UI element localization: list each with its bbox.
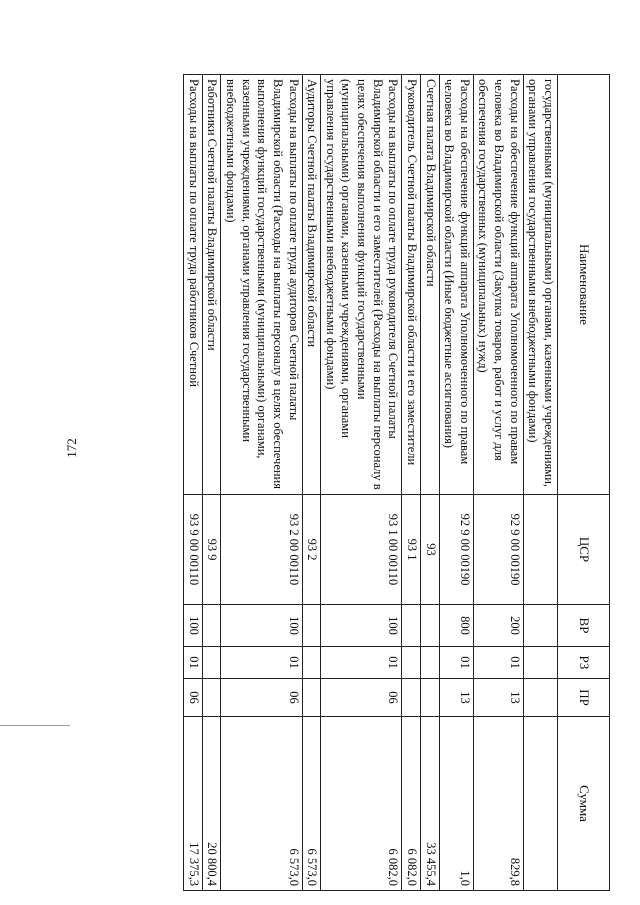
- cell-pr: 06: [321, 679, 402, 717]
- cell-rz: [523, 647, 557, 679]
- page-number: 172: [64, 438, 79, 458]
- cell-name: государственными (муниципальными) органами, казенными учреждениями, органами управления государственными внебюджетными фондами): [523, 75, 557, 495]
- cell-name: Расходы на выплаты по оплате труда аудиторов Счетной палаты Владимирской области (Расходы на выплаты персоналу в целях обеспечения выполнения функций государственными (муниципальными) органами, казенными учреждениями, органами управления государственными внебюджетными фондами): [221, 75, 302, 495]
- budget-table-container: [120, 74, 610, 890]
- cell-name: Расходы на выплаты по оплате труда руководителя Счетной палаты Владимирской области и его заместителей (Расходы на выплаты персоналу в целях обеспечения выполнения функций государственными (муниципальными) органами, казенными учреждениями, органами управления государственными внебюджетными фондами): [321, 75, 402, 495]
- cell-rz: 01: [439, 647, 473, 679]
- cell-pr: [202, 679, 221, 717]
- budget-table: [183, 74, 610, 891]
- table-row: [523, 75, 557, 891]
- cell-rz: 01: [221, 647, 302, 679]
- cell-pr: [421, 679, 440, 717]
- cell-vr: [302, 605, 321, 647]
- cell-csr: 93 9 00 00110: [184, 495, 203, 605]
- cell-csr: [523, 495, 557, 605]
- cell-pr: 06: [184, 679, 203, 717]
- cell-rz: 01: [321, 647, 402, 679]
- cell-name: Аудиторы Счетной палаты Владимирской области: [302, 75, 321, 495]
- cell-vr: [421, 605, 440, 647]
- cell-rz: 01: [184, 647, 203, 679]
- cell-sum: 1,0: [439, 717, 473, 891]
- header-name: Наименование: [558, 75, 610, 495]
- cell-pr: 13: [439, 679, 473, 717]
- table-row: [439, 75, 473, 891]
- cell-sum: 829,8: [473, 717, 523, 891]
- cell-pr: [523, 679, 557, 717]
- header-pr: ПР: [558, 679, 610, 717]
- cell-sum: 6 573,0: [302, 717, 321, 891]
- table-body: [184, 75, 558, 891]
- cell-sum: 17 375,3: [184, 717, 203, 891]
- table-row: [184, 75, 203, 891]
- cell-csr: 93 1: [402, 495, 421, 605]
- cell-rz: [202, 647, 221, 679]
- cell-vr: 200: [473, 605, 523, 647]
- cell-pr: 06: [221, 679, 302, 717]
- header-csr: ЦСР: [558, 495, 610, 605]
- table-row: [302, 75, 321, 891]
- table-header-row: [558, 75, 610, 891]
- cell-csr: 92 9 00 00190: [439, 495, 473, 605]
- cell-csr: 93 2 00 00110: [221, 495, 302, 605]
- cell-pr: [302, 679, 321, 717]
- cell-name: Расходы на выплаты по оплате труда работников Счетной: [184, 75, 203, 495]
- cell-name: Расходы на обеспечение функций аппарата Уполномоченного по правам человека во Владимирской области (Закупка товаров, работ и услуг для обеспечения государственных (муниципальных) нужд): [473, 75, 523, 495]
- table-row: [421, 75, 440, 891]
- table-row: [402, 75, 421, 891]
- cell-pr: 13: [473, 679, 523, 717]
- cell-rz: 01: [473, 647, 523, 679]
- cell-rz: [421, 647, 440, 679]
- cell-vr: [402, 605, 421, 647]
- margin-divider: [0, 725, 70, 726]
- table-row: [202, 75, 221, 891]
- cell-pr: [402, 679, 421, 717]
- cell-sum: 33 455,4: [421, 717, 440, 891]
- cell-sum: [523, 717, 557, 891]
- cell-csr: 92 9 00 00190: [473, 495, 523, 605]
- table-row: [473, 75, 523, 891]
- cell-rz: [402, 647, 421, 679]
- cell-name: Расходы на обеспечение функций аппарата Уполномоченного по правам человека во Владимирской области (Иные бюджетные ассигнования): [439, 75, 473, 495]
- cell-sum: 6 082,0: [321, 717, 402, 891]
- header-rz: РЗ: [558, 647, 610, 679]
- cell-sum: 6 082,0: [402, 717, 421, 891]
- cell-sum: 20 800,4: [202, 717, 221, 891]
- cell-rz: [302, 647, 321, 679]
- cell-csr: 93 1 00 00110: [321, 495, 402, 605]
- cell-sum: 6 573,0: [221, 717, 302, 891]
- cell-vr: [202, 605, 221, 647]
- cell-name: Счетная палата Владимирской области: [421, 75, 440, 495]
- cell-name: Работники Счетной палаты Владимирской области: [202, 75, 221, 495]
- table-row: [221, 75, 302, 891]
- cell-vr: [523, 605, 557, 647]
- table-row: [321, 75, 402, 891]
- cell-vr: 100: [184, 605, 203, 647]
- cell-csr: 93: [421, 495, 440, 605]
- cell-csr: 93 2: [302, 495, 321, 605]
- header-sum: Сумма: [558, 717, 610, 891]
- header-vr: ВР: [558, 605, 610, 647]
- cell-vr: 100: [321, 605, 402, 647]
- cell-vr: 800: [439, 605, 473, 647]
- cell-name: Руководитель Счетной палаты Владимирской области и его заместители: [402, 75, 421, 495]
- cell-csr: 93 9: [202, 495, 221, 605]
- cell-vr: 100: [221, 605, 302, 647]
